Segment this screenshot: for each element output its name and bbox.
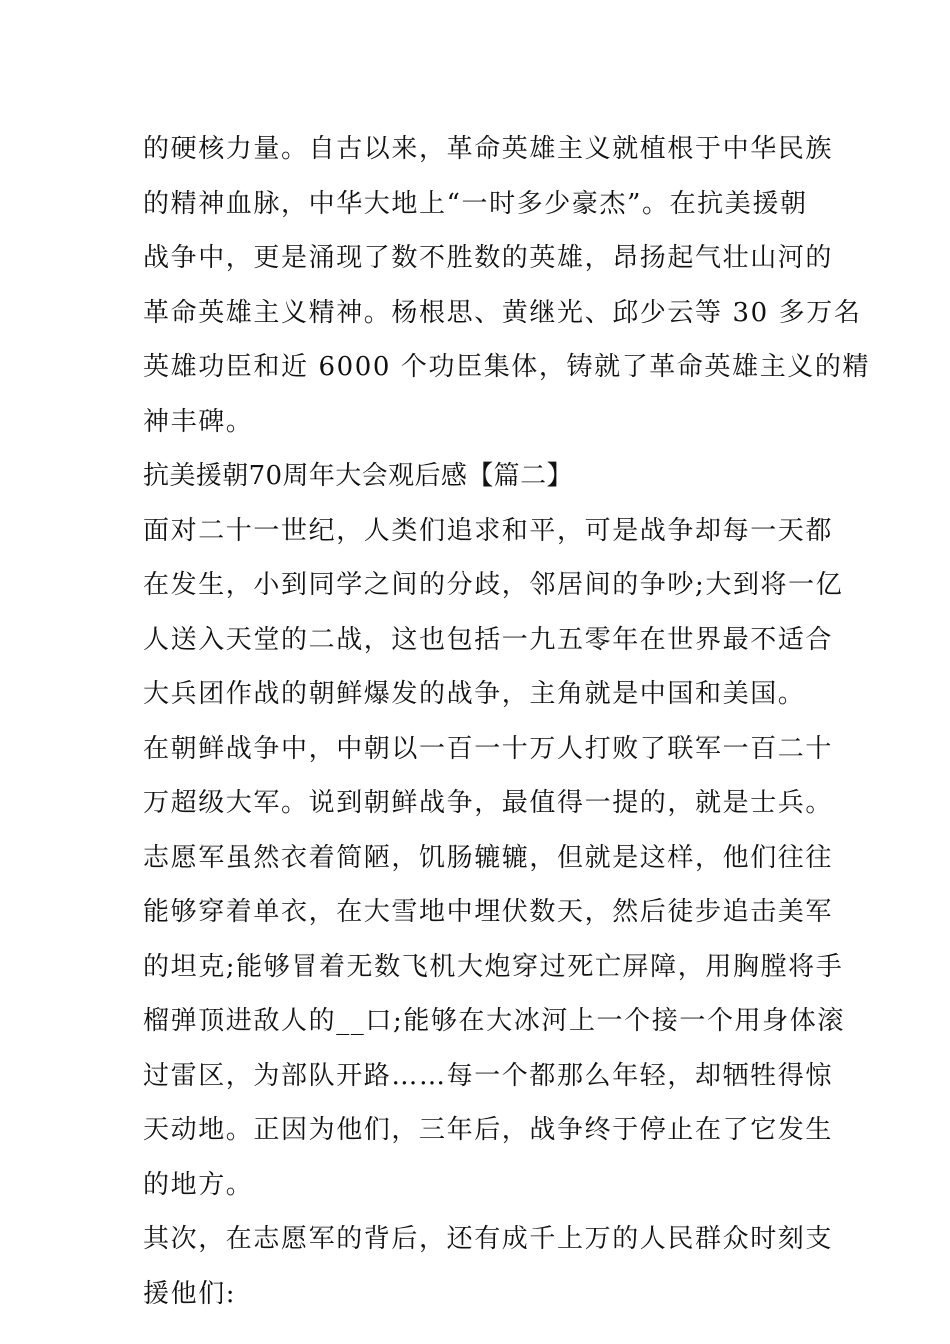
text-line: 其次，在志愿军的背后，还有成千上万的人民群众时刻支: [143, 1224, 834, 1254]
text-line: 过雷区，为部队开路……每一个都那么年轻，却牺牲得惊: [143, 1060, 834, 1091]
text-line: 革命英雄主义精神。杨根思、黄继光、邱少云等 30 多万名: [143, 297, 862, 328]
text-line: 万超级大军。说到朝鲜战争，最值得一提的，就是士兵。: [143, 788, 834, 818]
text-line: 天动地。正因为他们，三年后，战争终于停止在了它发生: [143, 1115, 834, 1145]
text-line: 在发生，小到同学之间的分歧，邻居间的争吵;大到将一亿: [143, 570, 844, 600]
document-body: [143, 122, 871, 1321]
text-line: 人送入天堂的二战，这也包括一九五零年在世界最不适合: [143, 624, 834, 655]
text-line: 大兵团作战的朝鲜爆发的战争，主角就是中国和美国。: [143, 679, 806, 709]
text-line: 战争中，更是涌现了数不胜数的英雄，昂扬起气壮山河的: [143, 243, 834, 273]
text-line: 的坦克;能够冒着无数飞机大炮穿过死亡屏障，用胸膛将手: [143, 951, 844, 982]
section-heading: 抗美援朝70周年大会观后感【篇二】: [143, 461, 573, 491]
text-line: 神丰碑。: [143, 406, 254, 437]
text-line: 援他们:: [143, 1278, 237, 1309]
text-line: 的地方。: [143, 1169, 254, 1200]
text-line: 能够穿着单衣，在大雪地中埋伏数天，然后徒步追击美军: [143, 897, 834, 927]
text-line: 志愿军虽然衣着简陋，饥肠辘辘，但就是这样，他们往往: [143, 842, 834, 873]
text-line: 英雄功臣和近 6000 个功臣集体，铸就了革命英雄主义的精: [143, 352, 871, 382]
text-line: 的硬核力量。自古以来，革命英雄主义就植根于中华民族: [143, 134, 834, 164]
text-line: 在朝鲜战争中，中朝以一百一十万人打败了联军一百二十: [143, 733, 834, 764]
text-line: 榴弹顶进敌人的__口;能够在大冰河上一个接一个用身体滚: [143, 1006, 845, 1036]
text-line: 面对二十一世纪，人类们追求和平，可是战争却每一天都: [143, 515, 834, 546]
text-line: 的精神血脉，中华大地上“一时多少豪杰”。在抗美援朝: [143, 188, 808, 219]
